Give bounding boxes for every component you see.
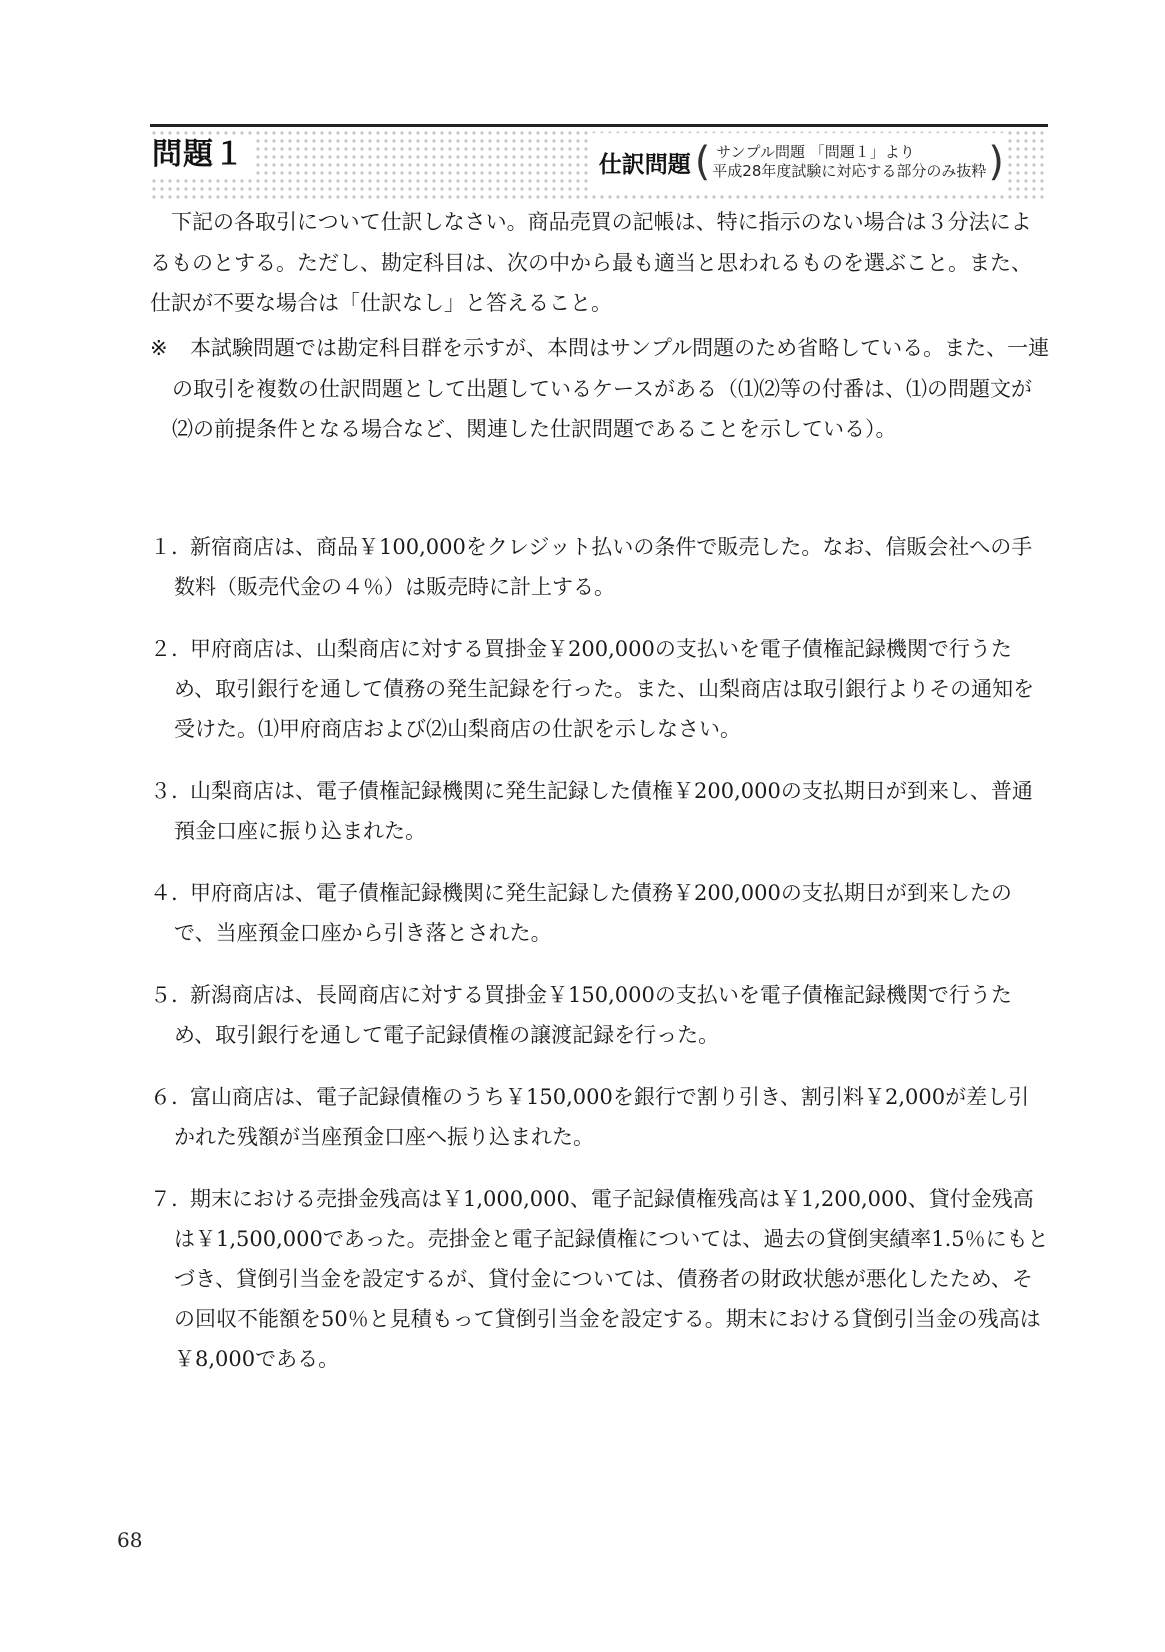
question-list [150, 527, 1050, 1401]
question-text: 甲府商店は、電子債権記録機関に発生記録した債務￥200,000の支払期日が到来したので、当座預金口座から引き落とされた。 [174, 881, 1012, 945]
question-item [150, 629, 1050, 749]
question-text: 山梨商店は、電子債権記録機関に発生記録した債権￥200,000の支払期日が到来し、普通預金口座に振り込まれた。 [174, 779, 1033, 843]
problem-header [150, 124, 1048, 203]
instructions-text: 下記の各取引について仕訳しなさい。商品売買の記帳は、特に指示のない場合は３分法によるものとする。ただし、勘定科目は、次の中から最も適当と思われるものを選ぶこと。また、仕訳が不要な場合は「仕訳なし」と答えること。 [150, 210, 1032, 315]
source-note [710, 143, 988, 181]
question-text: 新宿商店は、商品￥100,000をクレジット払いの条件で販売した。なお、信販会社への手数料（販売代金の４％）は販売時に計上する。 [174, 535, 1033, 599]
question-number: ６. [150, 1085, 178, 1109]
header-right-group [591, 133, 1008, 191]
question-number: ４. [150, 881, 178, 905]
note-block [150, 328, 1050, 450]
question-number: ２. [150, 637, 178, 661]
question-item [150, 771, 1050, 851]
question-item [150, 527, 1050, 607]
question-number: １. [150, 535, 178, 559]
paren-close: ) [988, 139, 1004, 185]
question-text: 期末における売掛金残高は￥1,000,000、電子記録債権残高は￥1,200,000、貸付金残高は￥1,500,000であった。売掛金と電子記録債権については、過去の貸倒実績率1.5％にもとづき、貸倒引当金を設定するが、貸付金については、債務者の財政状態が悪化したため、その回収不能額を50％と見積もって貸倒引当金を設定する。期末における貸倒引当金の残高は￥8,000である。 [174, 1187, 1049, 1371]
section-subtitle: 仕訳問題 [598, 151, 691, 178]
note-mark: ※ [150, 336, 168, 360]
problem-title: 問題１ [152, 135, 253, 175]
question-item [150, 975, 1050, 1055]
question-number: ５. [150, 983, 178, 1007]
question-item [150, 873, 1050, 953]
instructions [150, 202, 1050, 324]
source-note-line1: サンプル問題 「問題１」より [716, 143, 915, 161]
question-text: 新潟商店は、長岡商店に対する買掛金￥150,000の支払いを電子債権記録機関で行うため、取引銀行を通して電子記録債権の譲渡記録を行った。 [174, 983, 1012, 1047]
question-text: 富山商店は、電子記録債権のうち￥150,000を銀行で割り引き、割引料￥2,000が差し引かれた残額が当座預金口座へ振り込まれた。 [174, 1085, 1030, 1149]
question-item [150, 1179, 1050, 1379]
page-number: 68 [117, 1528, 143, 1552]
question-number: ７. [150, 1187, 178, 1211]
note-text: 本試験問題では勘定科目群を示すが、本問はサンプル問題のため省略している。また、一連の取引を複数の仕訳問題として出題しているケースがある（⑴⑵等の付番は、⑴の問題文が⑵の前提条件となる場合など、関連した仕訳問題であることを示している）。 [172, 336, 1050, 441]
question-item [150, 1077, 1050, 1157]
question-text: 甲府商店は、山梨商店に対する買掛金￥200,000の支払いを電子債権記録機関で行うため、取引銀行を通して債務の発生記録を行った。また、山梨商店は取引銀行よりその通知を受けた。⑴甲府商店および⑵山梨商店の仕訳を示しなさい。 [174, 637, 1035, 741]
paren-open: ( [694, 139, 711, 185]
question-number: ３. [150, 779, 178, 803]
source-note-line2: 平成28年度試験に対応する部分のみ抜粋 [712, 162, 987, 180]
